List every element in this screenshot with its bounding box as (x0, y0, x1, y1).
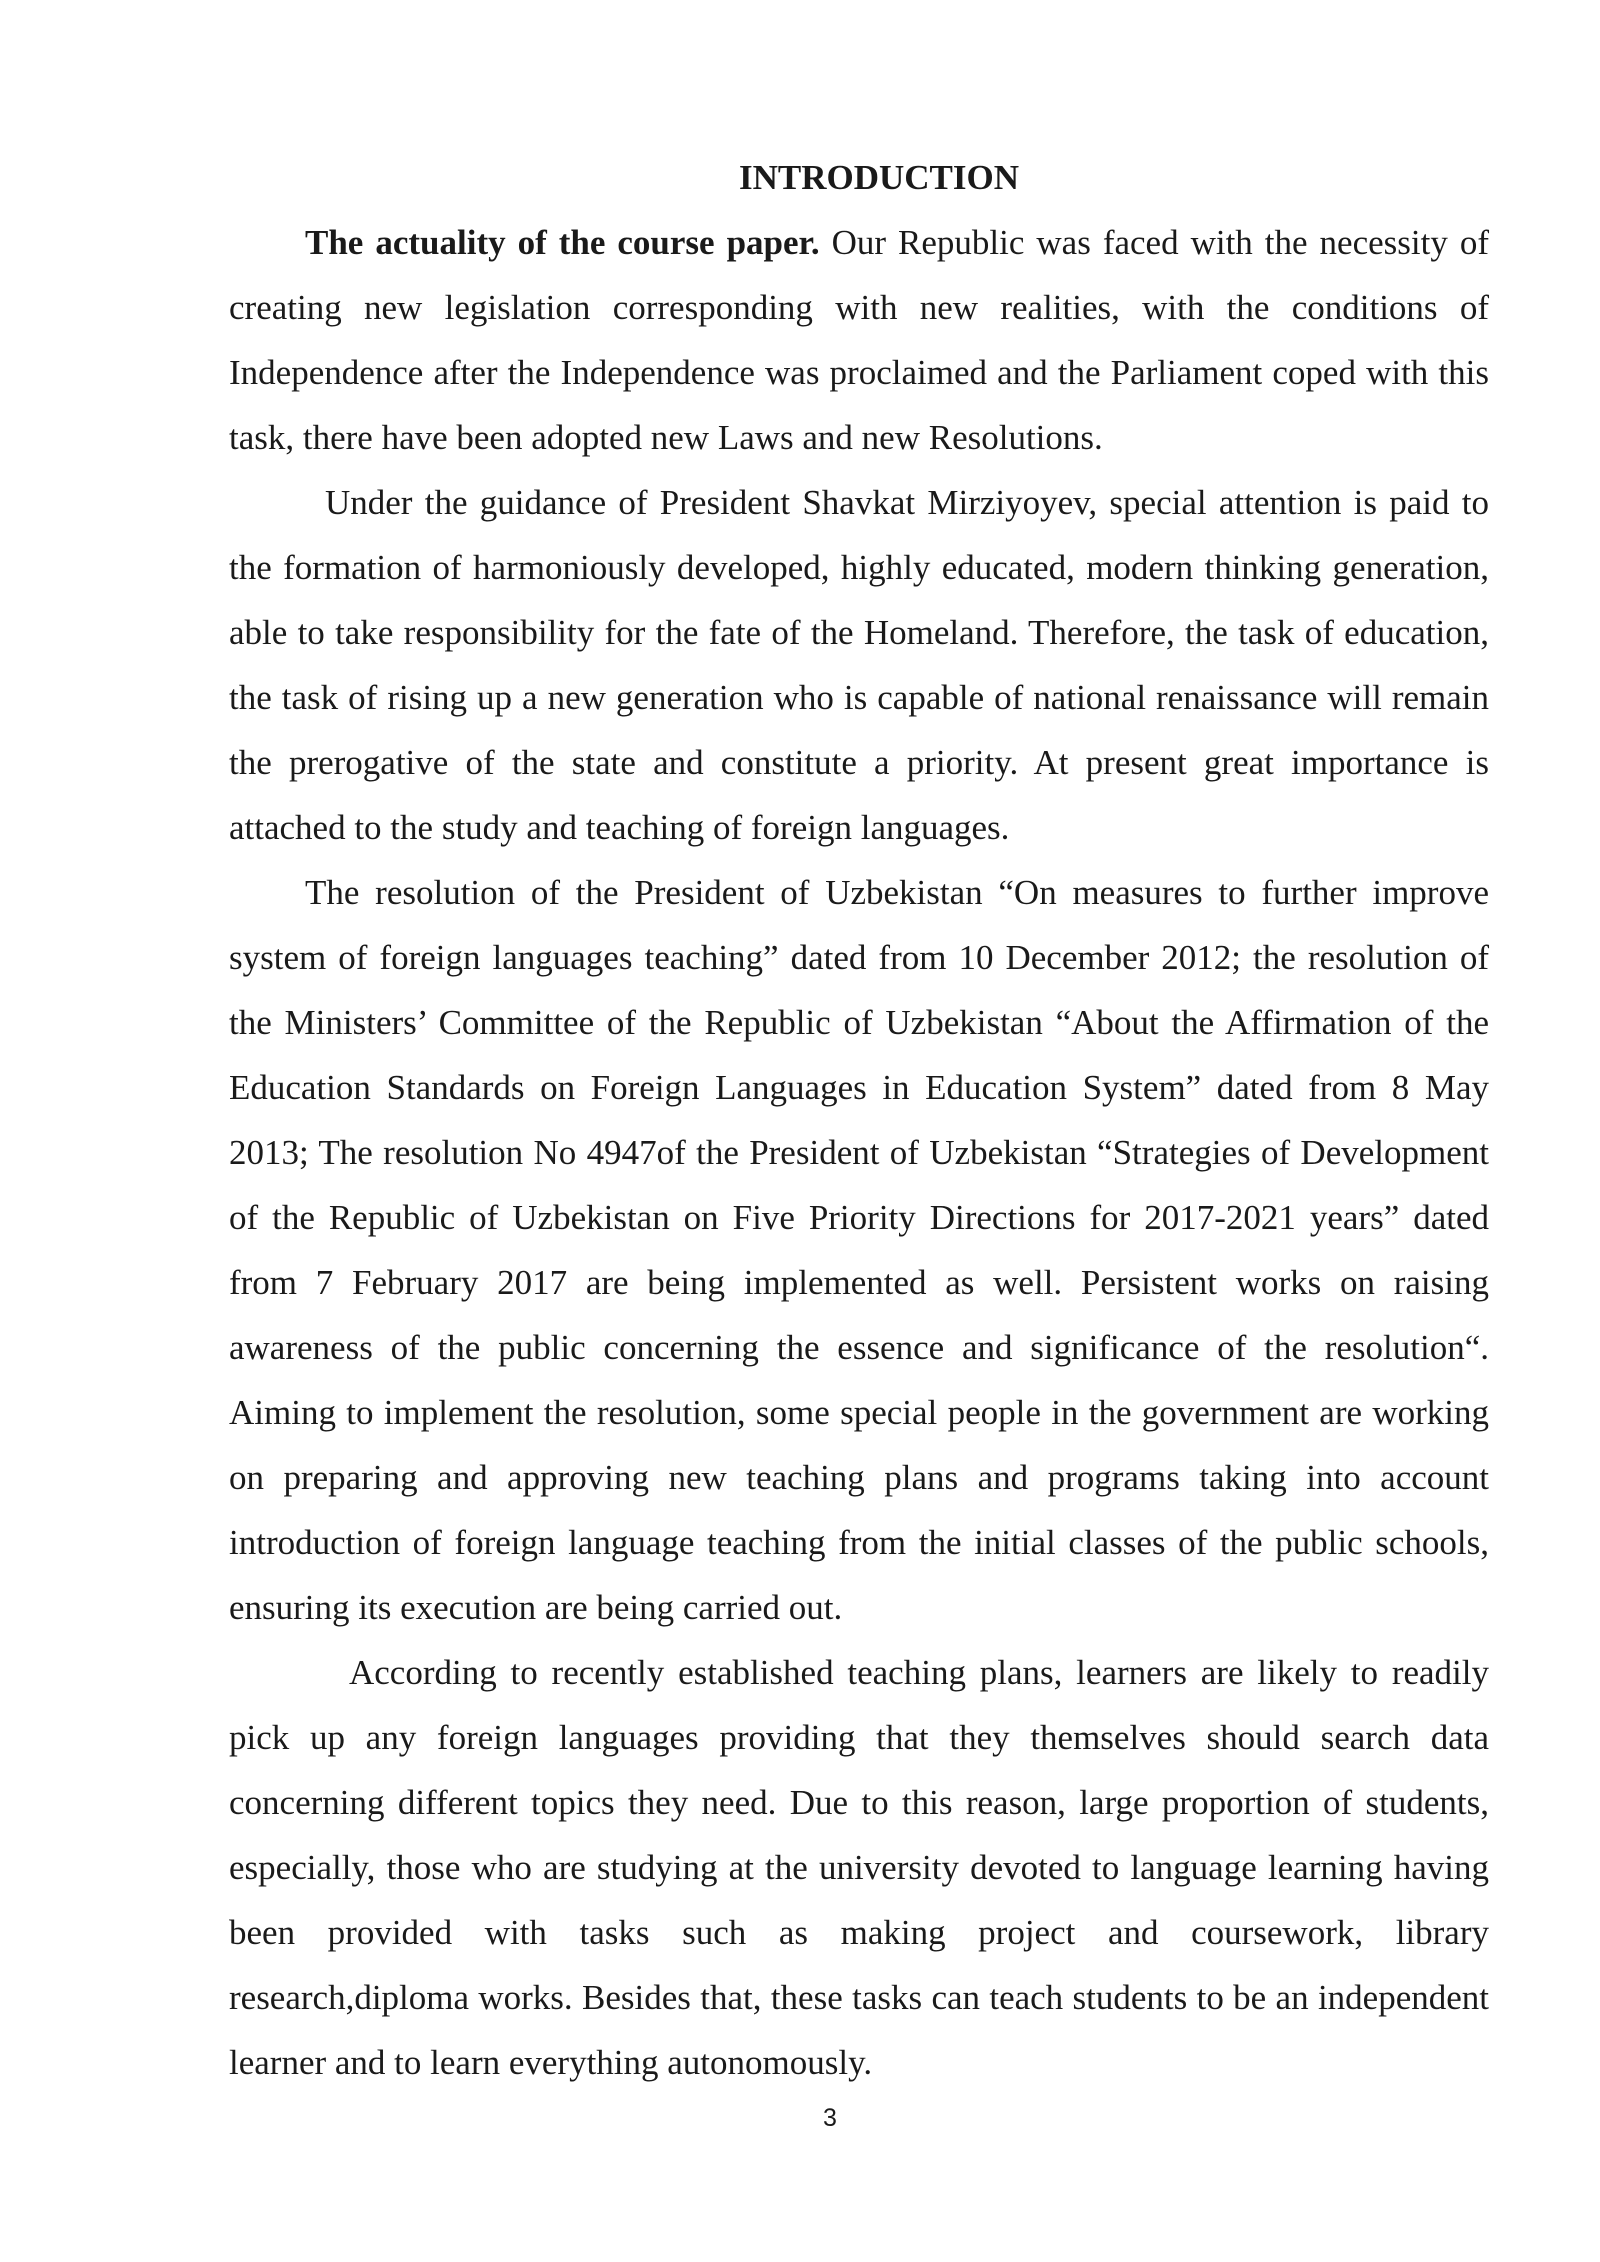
paragraph-resolutions (229, 860, 1489, 1640)
paragraph-actuality (229, 210, 1489, 470)
paragraph-text: Our Republic was faced with the necessity of creating new legislation corresponding with new realities, with the conditions of Independence after the Independence was proclaimed and the Parliament coped with this task, there have been adopted new Laws and new Resolutions. (229, 223, 1489, 457)
paragraph-teaching-plans (229, 1640, 1489, 2095)
paragraph-text: The resolution of the President of Uzbekistan “On measures to further improve system of foreign languages teaching” dated from 10 December 2012; the resolution of the Ministers’ Committee of the Republic of Uzbekistan “About the Affirmation of the Education Standards on Foreign Languages in Education System” dated from 8 May 2013; The resolution No 4947of the President of Uzbekistan “Strategies of Development of the Republic of Uzbekistan on Five Priority Directions for 2017-2021 years” dated from 7 February 2017 are being implemented as well. Persistent works on raising awareness of the public concerning the essence and significance of the resolution“. Aiming to implement the resolution, some special people in the government are working on preparing and approving new teaching plans and programs taking into account introduction of foreign language teaching from the initial classes of the public schools, ensuring its execution are being carried out. (229, 873, 1489, 1627)
paragraph-text: According to recently established teaching plans, learners are likely to readily pick up any foreign languages providing that they themselves should search data concerning different topics they need. Due to this reason, large proportion of students, especially, those who are studying at the university devoted to language learning having been provided with tasks such as making project and coursework, library research,diploma works. Besides that, these tasks can teach students to be an independent learner and to learn everything autonomously. (229, 1653, 1489, 2082)
paragraph-lead: The actuality of the course paper. (305, 223, 820, 262)
document-body (229, 145, 1489, 2095)
page-number: 3 (823, 2104, 837, 2132)
paragraph-guidance (229, 470, 1489, 860)
section-heading: INTRODUCTION (738, 158, 1020, 197)
paragraph-text: Under the guidance of President Shavkat Mirziyoyev, special attention is paid to the formation of harmoniously developed, highly educated, modern thinking generation, able to take responsibility for the fate of the Homeland. Therefore, the task of education, the task of rising up a new generation who is capable of national renaissance will remain the prerogative of the state and constitute a priority. At present great importance is attached to the study and teaching of foreign languages. (229, 483, 1489, 847)
